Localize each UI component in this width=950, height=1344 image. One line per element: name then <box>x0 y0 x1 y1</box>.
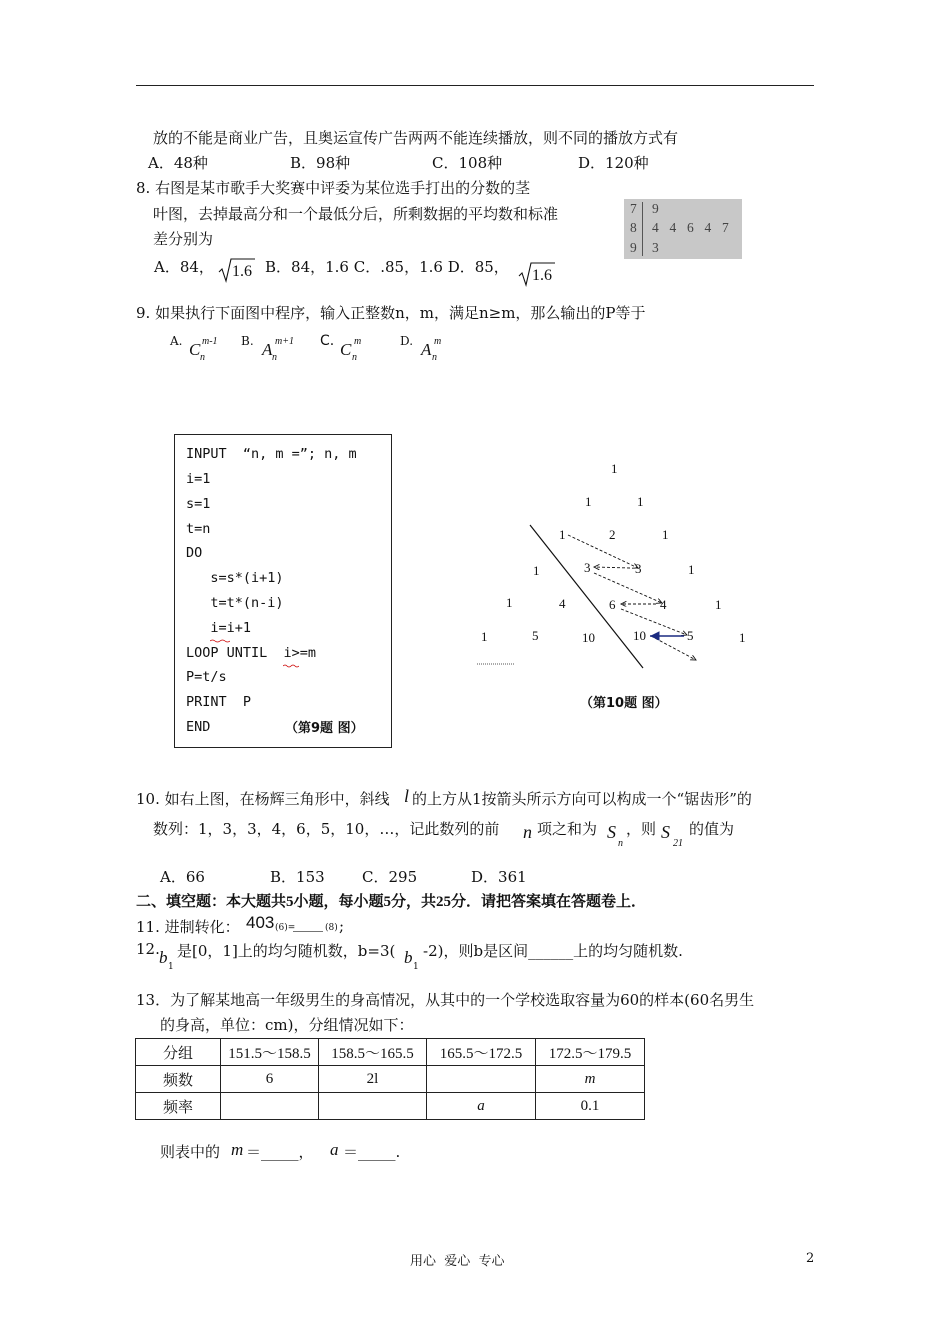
pt-r5-5: 1 <box>739 630 746 645</box>
arrow-6-10 <box>621 609 687 635</box>
table-cell: 151.5～158.5 <box>221 1039 319 1066</box>
header-rule <box>136 85 814 86</box>
code-line: i=i+1 <box>186 620 252 636</box>
q13-eq2: ＝_____. <box>343 1143 401 1161</box>
q9-option-c-label: C. <box>320 333 335 349</box>
q12-mid2: -2)，则b是区间______上的均匀随机数. <box>423 942 683 960</box>
q9-option-d-sup: m <box>434 336 442 347</box>
pascal-triangle-figure <box>470 455 760 715</box>
table-cell: 6 <box>221 1066 319 1093</box>
pt-r3-2: 3 <box>635 561 642 576</box>
table-cell: 频数 <box>136 1066 221 1093</box>
pt-r3-3: 1 <box>688 562 695 577</box>
q9-option-c-sup: m <box>354 336 362 347</box>
table-cell: 频率 <box>136 1093 221 1120</box>
root-value: 1.6 <box>232 263 252 280</box>
q8-line3: 差分别为 <box>153 230 214 248</box>
table-cell: 165.5～172.5 <box>427 1039 536 1066</box>
pt-r2-2: 1 <box>662 527 669 542</box>
var-b1-2-sub: 1 <box>413 962 419 972</box>
q9-option-c-sym: C <box>340 340 352 359</box>
q12-prefix: 12. <box>136 940 160 958</box>
q13-line1: 13．为了解某地高一年级男生的身高情况，从其中的一个学校选取容量为60的样本(60名男生 <box>136 991 755 1009</box>
q7-option-d: D．120种 <box>578 154 649 172</box>
pt-r5-0: 1 <box>481 629 488 644</box>
table-cell: a <box>427 1093 536 1120</box>
table-cell: m <box>536 1066 645 1093</box>
section2-heading: 二、填空题：本大题共5小题，每小题5分，共25分．请把答案填在答题卷上． <box>136 894 647 910</box>
underline-squiggle <box>210 639 230 643</box>
q11-num: 403 <box>246 913 275 932</box>
pt-r4-1: 4 <box>559 596 566 611</box>
table-cell <box>221 1093 319 1120</box>
fig10-caption: （第10题 图） <box>580 696 668 711</box>
q10-line1b: 的上方从1按箭头所示方向可以构成一个“锯齿形”的 <box>412 790 752 808</box>
q11-suffix: ; <box>339 917 345 935</box>
q8-options-bcd: B．84，1.6 C．.85，1.6 D．85， <box>265 258 509 276</box>
table-cell: 172.5～179.5 <box>536 1039 645 1066</box>
table-cell <box>319 1093 427 1120</box>
table-row <box>136 1066 645 1093</box>
var-S21-sub: 21 <box>673 838 683 849</box>
code-line: s=1 <box>186 496 211 512</box>
arrow-1-3 <box>568 535 638 568</box>
q10-option-c: C．295 <box>362 868 418 886</box>
q10-line2d: 的值为 <box>689 820 735 838</box>
q9-option-b-label: B. <box>241 334 254 348</box>
var-l: l <box>404 786 410 806</box>
q10-option-d: D．361 <box>471 868 527 886</box>
var-a: a <box>330 1140 339 1159</box>
q13-line2: 的身高，单位：cm)，分组情况如下： <box>160 1016 414 1034</box>
q7-option-b: B．98种 <box>290 154 351 172</box>
stem-8: 8 <box>630 220 637 235</box>
code-line: DO <box>186 545 203 561</box>
code-line: t=n <box>186 521 211 537</box>
fig9-caption: （第9题 图） <box>285 721 364 736</box>
pt-r4-2: 6 <box>609 597 616 612</box>
q7-option-c: C．108种 <box>432 154 503 172</box>
table-row <box>136 1039 645 1066</box>
pt-r3-0: 1 <box>533 563 540 578</box>
table-cell: 158.5～165.5 <box>319 1039 427 1066</box>
var-n: n <box>523 822 532 842</box>
q13-answer-prefix: 则表中的 <box>160 1143 221 1161</box>
var-m: m <box>231 1140 244 1159</box>
var-b1-2: b <box>404 948 413 967</box>
q9-option-a-sup: m-1 <box>202 336 218 347</box>
q11-prefix: 11. 进制转化： <box>136 918 240 936</box>
root-value: 1.6 <box>532 267 552 284</box>
arrow-3-3 <box>594 567 630 568</box>
q9-option-b-sup: m+1 <box>275 336 294 347</box>
var-b1: b <box>159 948 168 967</box>
pt-r5-4: 5 <box>687 628 694 643</box>
frequency-table <box>135 1038 645 1120</box>
table-row <box>136 1093 645 1120</box>
table-cell: 0.1 <box>536 1093 645 1120</box>
code-line: t=t*(n-i) <box>186 595 284 611</box>
q9-option-a-label: A. <box>170 334 183 348</box>
q9-option-b-sub: n <box>272 352 277 363</box>
q10-line2c: ，则 <box>626 820 657 838</box>
q9-option-a-sub: n <box>200 352 205 363</box>
code-line: END <box>186 719 211 735</box>
pt-r1-0: 1 <box>585 494 592 509</box>
code-line: PRINT P <box>186 694 252 710</box>
var-S21: S <box>661 822 670 842</box>
code-line: s=s*(i+1) <box>186 570 284 586</box>
leaves-7: 9 <box>652 201 659 216</box>
q10-option-b: B．153 <box>270 868 325 886</box>
q9-option-a-sym: C <box>189 340 201 359</box>
pt-r0-0: 1 <box>611 461 618 476</box>
q11-blank: ____ <box>293 914 323 932</box>
q9-text: 9. 如果执行下面图中程序，输入正整数n，m，满足n≥m，那么输出的P等于 <box>136 304 646 322</box>
pt-r5-3: 10 <box>633 628 646 643</box>
stem-leaf-plot <box>624 199 742 259</box>
table-cell <box>427 1066 536 1093</box>
pt-r2-0: 1 <box>559 527 566 542</box>
pt-r2-1: 2 <box>609 527 616 542</box>
leaves-8: 4 4 6 4 7 <box>652 220 729 235</box>
q9-option-d-sub: n <box>432 352 437 363</box>
q13-eq1: ＝_____， <box>246 1143 314 1161</box>
q9-option-c-sub: n <box>352 352 357 363</box>
q11-base-from: (6)= <box>275 923 296 933</box>
pt-r5-1: 5 <box>532 628 539 643</box>
leaves-9: 3 <box>652 240 659 255</box>
q10-line1a: 10. 如右上图，在杨辉三角形中，斜线 <box>136 790 390 808</box>
q8-line1: 8. 右图是某市歌手大奖赛中评委为某位选手打出的分数的茎 <box>136 179 531 197</box>
q9-option-d-sym: A <box>421 340 432 359</box>
sqrt-1.6-d <box>518 262 556 284</box>
var-Sn-sub: n <box>618 838 623 849</box>
var-b1-sub: 1 <box>168 962 174 972</box>
q10-option-a: A．66 <box>160 868 205 886</box>
page-number: 2 <box>806 1251 815 1266</box>
q9-option-b-sym: A <box>262 340 273 359</box>
footer-center: 用心 爱心 专心 <box>410 1254 505 1269</box>
q10-line2b: 项之和为 <box>537 820 598 838</box>
sqrt-1.6-a <box>218 258 256 280</box>
q8-line2: 叶图，去掉最高分和一个最低分后，所剩数据的平均数和标准 <box>153 205 559 223</box>
slash-line-l <box>530 525 643 668</box>
code-line: i=1 <box>186 471 211 487</box>
stem-7: 7 <box>630 201 637 216</box>
table-cell: 2l <box>319 1066 427 1093</box>
pt-r5-2: 10 <box>582 630 595 645</box>
code-line: P=t/s <box>186 669 227 685</box>
q7-option-a: A．48种 <box>148 154 208 172</box>
table-cell: 分组 <box>136 1039 221 1066</box>
stem-9: 9 <box>630 240 637 255</box>
pt-r4-3: 4 <box>660 597 667 612</box>
code-line: INPUT “n, m =”; n, m <box>186 446 357 462</box>
arrow-3-4 <box>594 573 662 603</box>
q7-continuation: 放的不能是商业广告，且奥运宣传广告两两不能连续播放，则不同的播放方式有 <box>153 129 679 147</box>
pt-r3-1: 3 <box>584 560 591 575</box>
q11-base-to: (8) <box>325 923 338 933</box>
stem-divider <box>642 202 643 256</box>
var-Sn: S <box>607 822 616 842</box>
pt-r1-1: 1 <box>637 494 644 509</box>
q9-option-d-label: D. <box>400 334 414 348</box>
pt-r4-4: 1 <box>715 597 722 612</box>
q12-mid1: 是[0，1]上的均匀随机数，b=3( <box>177 942 396 960</box>
code-line: LOOP UNTIL i>=m <box>186 645 317 661</box>
q10-line2a: 数列：1，3，3，4，6，5，10，…，记此数列的前 <box>153 820 500 838</box>
underline-squiggle <box>283 664 299 668</box>
program-box <box>174 434 392 748</box>
q8-option-a: A．84， <box>154 258 214 276</box>
pt-r4-0: 1 <box>506 595 513 610</box>
